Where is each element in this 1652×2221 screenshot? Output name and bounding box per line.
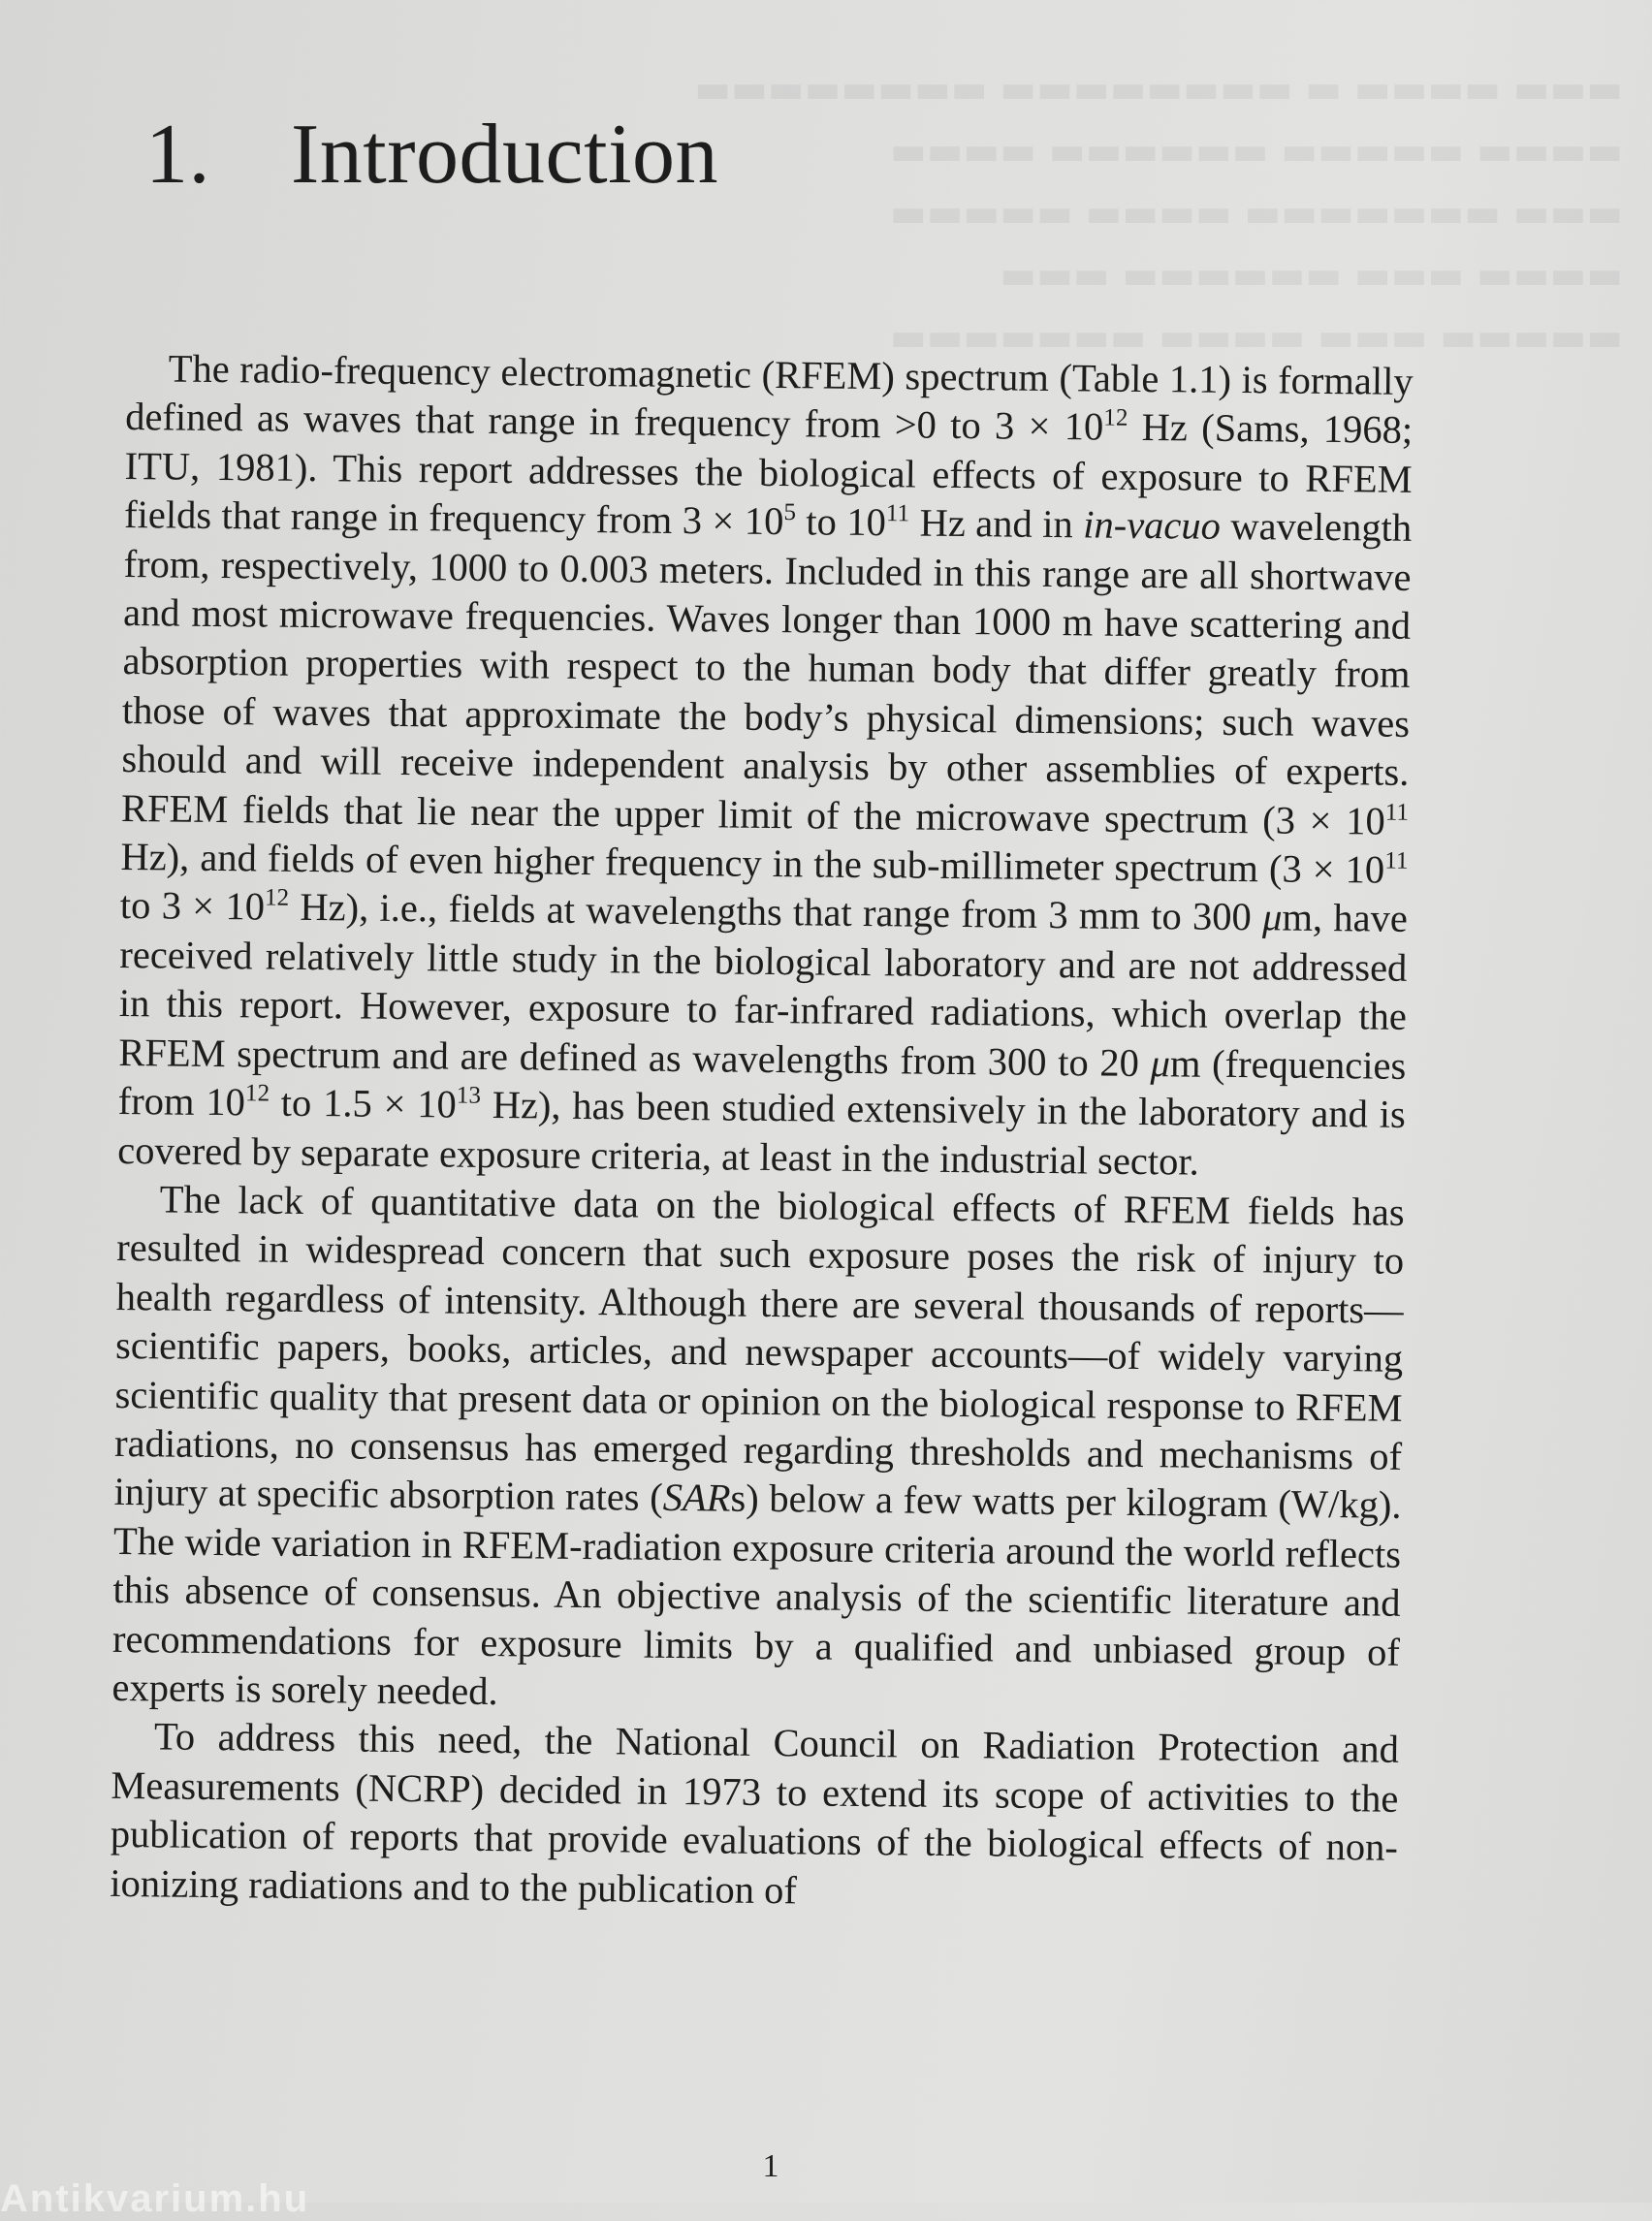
text-run: Hz (Sams, 1968; ITU, 1981). This report addresses the biological effects of exposure to RFEM fields that range in frequency from 3 × 10	[123, 405, 1414, 544]
superscript: 11	[1384, 847, 1409, 874]
body-text	[110, 344, 1414, 1921]
superscript: 12	[1103, 404, 1128, 432]
page-number: 1	[762, 2148, 779, 2184]
text-run: to 1.5 × 10	[269, 1080, 458, 1126]
italic-text: in-vacuo	[1082, 502, 1222, 549]
text-run: to 10	[795, 499, 887, 545]
italic-text: μ	[1150, 1040, 1171, 1086]
text-run: to 3 × 10	[119, 883, 266, 929]
superscript: 12	[264, 884, 290, 912]
watermark-logo: Antikvarium.hu	[0, 2177, 310, 2220]
text-run: The radio-frequency electromagnetic (RFEM) spectrum (Table 1.1) is formally defined as waves that range in frequency from >0 to 3 × 10	[124, 346, 1414, 449]
italic-text: SAR	[662, 1475, 731, 1520]
text-run: The lack of quantitative data on the biological effects of RFEM fields has resulted in widespread concern that such exposure poses the risk of injury to health regardless of intensity. Although there are several thousands of reports—scientific papers, books, articles, and newspaper accounts—of widely varying scientific quality that present data or opinion on the biological response to RFEM radiations, no consensus has emerged regarding thresholds and mechanisms of injury at specific absorption rates (	[113, 1177, 1405, 1520]
text-run: Hz), has been studied extensively in the laboratory and is covered by separate exposure criteria, at least in the industrial sector.	[117, 1082, 1406, 1184]
superscript: 11	[885, 500, 910, 527]
superscript: 11	[1384, 799, 1410, 826]
text-run: Hz and in	[908, 500, 1084, 547]
bleed-through-text: ▬▬▬ ▬▬▬▬ ▬ ▬▬▬▬▬▬▬▬ ▬▬▬▬▬▬▬▬ ▬▬▬▬ ▬▬▬▬▬ ▬▬▬▬▬▬ ▬▬▬▬ ▬▬▬ ▬▬▬▬▬▬▬ ▬▬▬▬ ▬▬▬▬▬ ▬▬▬▬ ▬▬▬ ▬▬▬▬▬▬ ▬▬▬ ▬▬▬▬▬ ▬▬▬ ▬▬▬▬ ▬▬▬▬▬▬▬	[694, 67, 1623, 360]
superscript: 12	[244, 1080, 270, 1107]
text-run: To address this need, the National Council on Radiation Protection and Measurements (NCRP) decided in 1973 to extend its scope of activities to the publication of reports that provide evaluations of the biological effects of non-ionizing radiations and to the publication of	[110, 1714, 1400, 1912]
text-run: m (frequencies from 10	[117, 1041, 1407, 1125]
text-run: wavelength from, respectively, 1000 to 0.003 meters. Included in this range are all shortwave and most microwave frequencies. Waves longer than 1000 m have scattering and absorption properties with respect to the human body that differ greatly from those of waves that approximate the body’s physical dimensions; such waves should and will receive independent analysis by other assemblies of experts. RFEM fields that lie near the upper limit of the microwave spectrum (3 × 10	[120, 504, 1413, 843]
text-run: s) below a few watts per kilogram (W/kg). The wide variation in RFEM-radiation exposure criteria around the world reflects this absence of consensus. An objective analysis of the scientific literature and recommendations for exposure limits by a qualified and unbiased group of experts is sorely needed.	[111, 1475, 1402, 1714]
chapter-heading	[145, 102, 718, 208]
chapter-title: Introduction	[291, 108, 719, 202]
text-run: m, have received relatively little study in the biological laboratory and are not addressed in this report. However, exposure to far-infrared radiations, which overlap the RFEM spectrum and are defined as wavelengths from 300 to 20	[118, 895, 1409, 1085]
text-run: Hz), i.e., fields at wavelengths that range from 3 mm to 300	[288, 885, 1263, 939]
italic-text: μ	[1261, 895, 1283, 939]
paragraph	[110, 1712, 1399, 1921]
superscript: 13	[456, 1082, 482, 1109]
chapter-number: 1.	[145, 108, 210, 202]
paragraph	[111, 1175, 1405, 1726]
text-run: Hz), and fields of even higher frequency in the sub-millimeter spectrum (3 × 10	[120, 835, 1385, 892]
paragraph	[117, 344, 1414, 1189]
superscript: 5	[783, 499, 797, 526]
